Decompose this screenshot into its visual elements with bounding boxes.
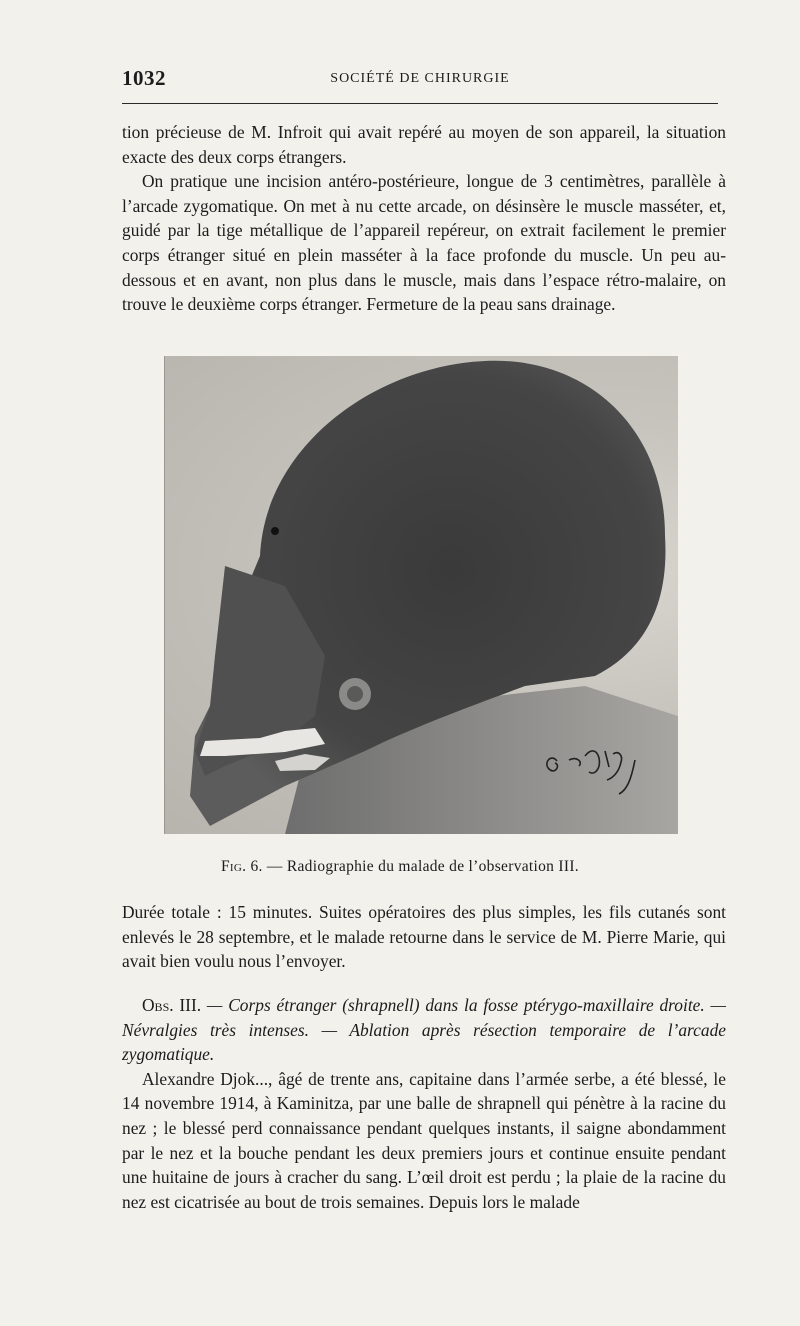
figure-label: Fig. 6. (221, 858, 263, 875)
observation-label: Obs. III. (142, 995, 202, 1015)
paragraph: tion précieuse de M. Infroit qui avait repéré au moyen de son appareil, la situation exacte des deux corps étrangers. (122, 122, 726, 167)
skull-xray-image (165, 356, 678, 834)
radiograph-figure (164, 356, 678, 834)
observation-section (122, 993, 726, 1214)
figure-caption-text: — Radiographie du malade de l’observation III. (262, 858, 579, 875)
page-number: 1032 (122, 66, 166, 90)
running-head: SOCIÉTÉ DE CHIRURGIE (330, 71, 510, 86)
foreign-body-marker (271, 527, 279, 535)
observation-body: Alexandre Djok..., âgé de trente ans, capitaine dans l’armée serbe, a été blessé, le 14 novembre 1914, à Kaminitza, par une balle de shrapnell qui pénètre à la racine du nez ; le blessé perd connaissance pendant quelques instants, il saigne abondamment par le nez et la bouche pendant les deux premiers jours et continue ensuite pendant une huitaine de jours à cracher du sang. L’œil droit est perdu ; la plaie de la racine du nez est cicatrisée au bout de trois semaines. Depuis lors le malade (122, 1068, 726, 1212)
header-rule (122, 103, 718, 104)
observation-heading (122, 993, 726, 1067)
observation-title: — Corps étranger (shrapnell) dans la fosse ptérygo-maxillaire droite. — Névralgies très intenses. — Ablation après résection temporaire de l’arcade zygomatique. (122, 995, 726, 1065)
page-header (122, 66, 718, 96)
paragraph: On pratique une incision antéro-postérieure, longue de 3 centimètres, parallèle à l’arcade zygomatique. On met à nu cette arcade, on désinsère le muscle masséter, et, guidé par la tige métallique de l’appareil repéreur, on extrait facilement le premier corps étranger situé en plein masséter à la face profonde du muscle. Un peu au-dessous et en avant, non plus dans le muscle, mais dans l’espace rétro-malaire, on trouve le deuxième corps étranger. Fermeture de la peau sans drainage. (122, 171, 726, 315)
paragraph: Durée totale : 15 minutes. Suites opératoires des plus simples, les fils cutanés sont enlevés le 28 septembre, et le malade retourne dans le service de M. Pierre Marie, qui avait bien voulu nous l’envoyer. (122, 902, 726, 972)
body-text-middle (122, 900, 726, 974)
figure-caption (0, 858, 800, 876)
body-text-top (122, 120, 726, 317)
